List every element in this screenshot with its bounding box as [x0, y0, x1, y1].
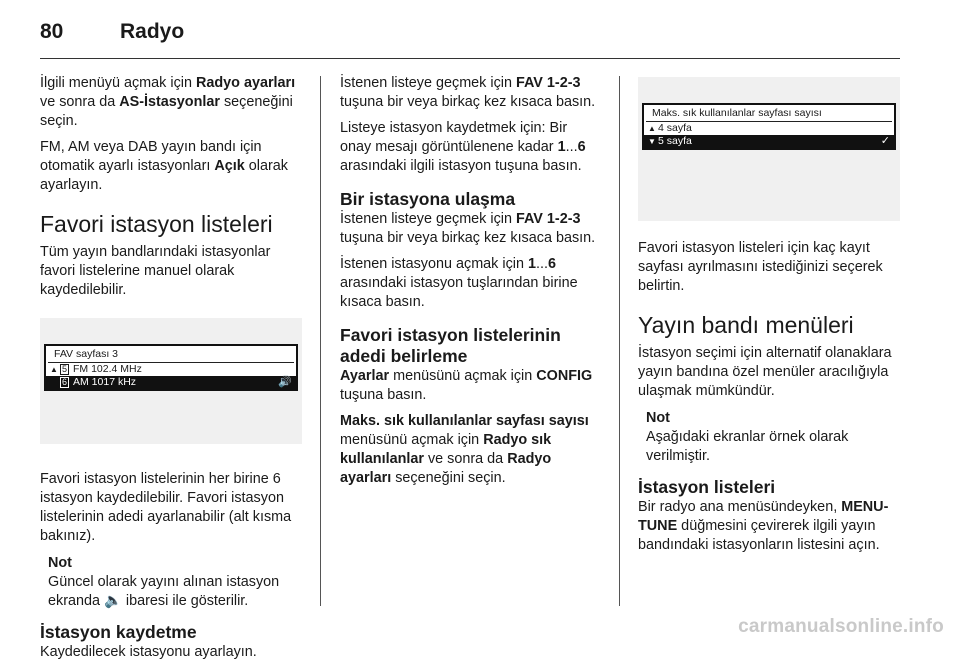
- arrow-down-icon: ▼: [648, 137, 656, 146]
- note-title: Not: [646, 410, 670, 426]
- checkmark-icon: ✓: [880, 135, 890, 147]
- option-label: 5 sayfa: [658, 135, 692, 147]
- subheading-save-station: İstasyon kaydetme: [40, 622, 197, 642]
- paragraph: İstenen istasyonu açmak için 1...6 arasındaki istasyon tuşlarından birine kısaca basın.: [340, 256, 578, 310]
- header-rule: [40, 58, 900, 59]
- note-title: Not: [48, 555, 72, 571]
- speaker-icon: 🔈: [104, 593, 122, 609]
- screen-title: Maks. sık kullanılanlar sayfası sayısı: [646, 105, 892, 122]
- arrow-up-icon: ▲: [648, 124, 656, 133]
- station-row-selected: [46, 376, 296, 389]
- subheading-access-station: Bir istasyona ulaşma: [340, 189, 516, 209]
- option-row-selected: [644, 135, 894, 148]
- preset-number: 6: [62, 377, 68, 387]
- preset-number: 5: [62, 364, 68, 374]
- watermark: carmanualsonline.info: [738, 616, 944, 637]
- arrow-up-icon: ▲: [50, 365, 58, 374]
- paragraph: İstasyon seçimi için alternatif olanaklara yayın bandına özel menüler aracılığıyla ulaşmak mümkündür.: [638, 345, 892, 399]
- column-2: [340, 74, 602, 495]
- paragraph: Listeye istasyon kaydetmek için: Bir onay mesajı görüntülenene kadar 1...6 arasındaki ilgili istasyon tuşuna basın.: [340, 120, 586, 174]
- note-text: Güncel olarak yayını alınan istasyon ekranda 🔈 ibaresi ile gösterilir.: [48, 574, 280, 609]
- paragraph: Maks. sık kullanılanlar sayfası sayısı menüsünü açmak için Radyo sık kullanılanlar ve sonra da Radyo ayarları seçeneğini seçin.: [340, 413, 589, 486]
- paragraph: Favori istasyon listelerinin her birine 6 istasyon kaydedilebilir. Favori istasyon listelerinin adedi ayarlanabilir (alt kısma bakınız).: [40, 471, 292, 544]
- paragraph: Favori istasyon listeleri için kaç kayıt sayfası ayrılmasını istediğinizi seçerek belirtin.: [638, 240, 883, 294]
- column-1: [40, 74, 302, 669]
- figure-fav-page: [40, 318, 302, 444]
- note-block: [48, 554, 302, 611]
- page-header: [40, 20, 184, 50]
- chapter-title: Radyo: [120, 20, 185, 43]
- station-frequency: AM 1017 kHz: [73, 376, 137, 388]
- paragraph: Bir radyo ana menüsündeyken, MENU-TUNE düğmesini çevirerek ilgili yayın bandındaki istasyonların listesini açın.: [638, 499, 889, 553]
- column-divider: [320, 76, 321, 606]
- section-heading-favorites: Favori istasyon listeleri: [40, 211, 273, 237]
- page-number: 80: [40, 20, 64, 43]
- paragraph: İlgili menüyü açmak için Radyo ayarları ve sonra da AS-İstasyonlar seçeneğini seçin.: [40, 75, 296, 129]
- radio-screen: [44, 344, 298, 391]
- paragraph: İstenen listeye geçmek için FAV 1-2-3 tuşuna bir veya birkaç kez kısaca basın.: [340, 211, 596, 246]
- subheading-station-lists: İstasyon listeleri: [638, 477, 776, 497]
- subheading-define-count: Favori istasyon listelerinin adedi belirleme: [340, 325, 561, 366]
- option-row: [644, 122, 894, 135]
- screen-title: FAV sayfası 3: [48, 346, 294, 363]
- note-text: Aşağıdaki ekranlar örnek olarak verilmiştir.: [646, 429, 849, 464]
- note-block: [646, 409, 900, 466]
- station-row: [46, 363, 296, 376]
- paragraph: Ayarlar menüsünü açmak için CONFIG tuşuna basın.: [340, 368, 593, 403]
- paragraph: İstenen listeye geçmek için FAV 1-2-3 tuşuna bir veya birkaç kez kısaca basın.: [340, 75, 596, 110]
- section-heading-band-menus: Yayın bandı menüleri: [638, 312, 854, 338]
- paragraph: FM, AM veya DAB yayın bandı için otomatik ayarlı istasyonları Açık olarak ayarlayın.: [40, 139, 288, 193]
- paragraph: Kaydedilecek istasyonu ayarlayın.: [40, 644, 257, 660]
- column-3: [638, 74, 900, 562]
- station-frequency: FM 102.4 MHz: [73, 363, 142, 375]
- option-label: 4 sayfa: [658, 122, 692, 134]
- radio-screen: [642, 103, 896, 150]
- figure-max-pages: [638, 77, 900, 221]
- column-divider: [619, 76, 620, 606]
- speaker-icon: 🔊: [278, 376, 292, 388]
- paragraph: Tüm yayın bandlarındaki istasyonlar favori listelerine manuel olarak kaydedilebilir.: [40, 244, 271, 298]
